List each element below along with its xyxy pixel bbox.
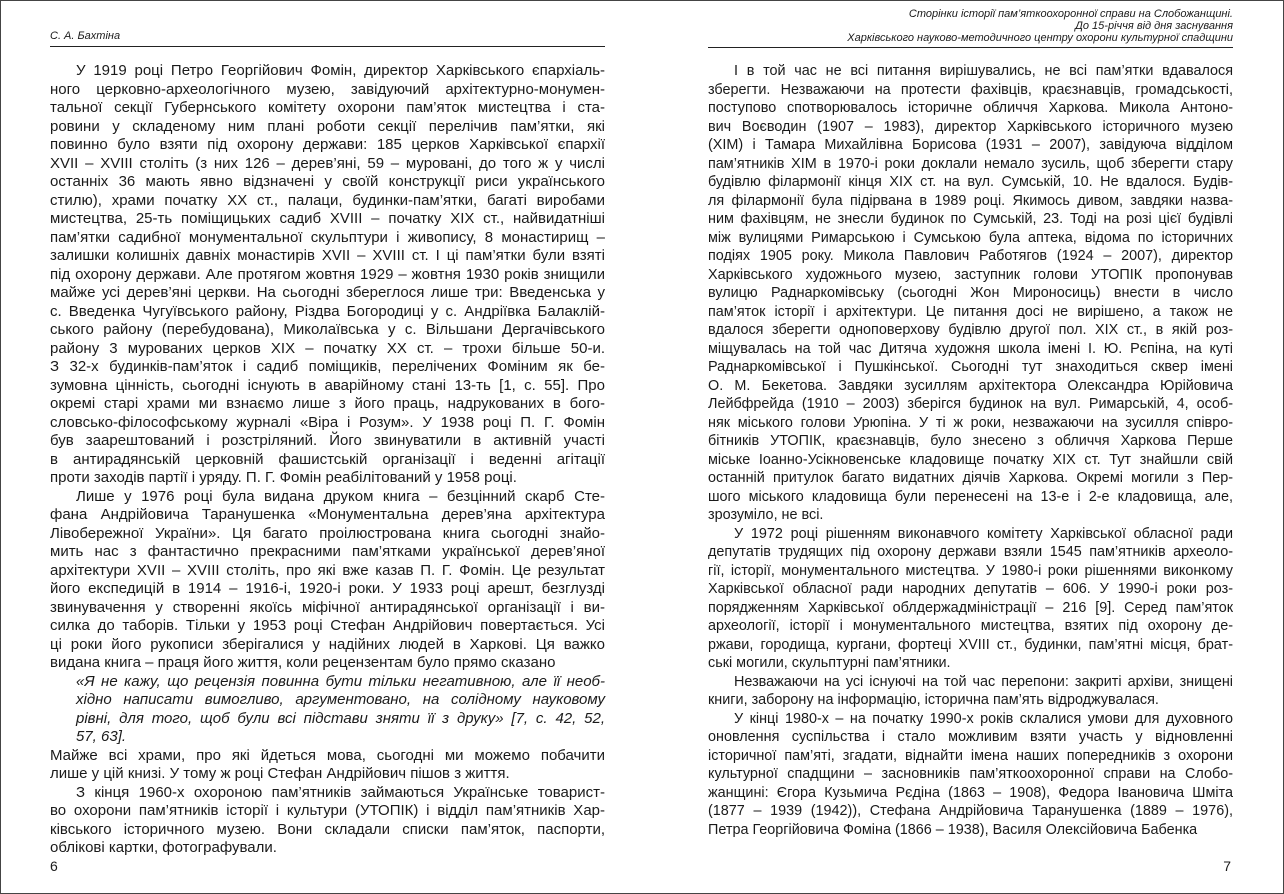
text-line: ківського історичного музею. Вони складали списки пам’яток, паспорти, <box>50 820 605 838</box>
text-line: зберегти. Незважаючи на протести фахівців, краєзнавців, громадськості, <box>708 81 1233 98</box>
paragraph <box>708 525 1233 673</box>
text-line: гії, історії, монументального мистецтва. У 1980-і роки рішеннями виконкому <box>708 562 1233 579</box>
paragraph <box>708 673 1233 710</box>
text-line: Лівобережної України». Ця багато проілюстрована книга сьогодні знайо- <box>50 524 605 542</box>
text-line: облікові картки, фотографували. <box>50 839 277 856</box>
text-line: вулицю Раднаркомівську (сьогодні Жон Мироносиць) внести в число <box>708 285 1233 301</box>
text-line: будівлю філармонії кінця XIX ст. на вул. Сумській, 10. Не вдалося. Будів- <box>708 174 1233 190</box>
text-line: окремі старі храми ми взнаємо лише з його праць, надрукованих в бого- <box>50 395 605 412</box>
text-line: тальної секції Губернського комітету охорони пам’яток мистецтва і ста- <box>50 99 605 116</box>
paragraph <box>708 710 1233 840</box>
text-line: району 3 мурованих церков XIX – початку XX ст. – трохи більше 50-и. <box>50 339 605 357</box>
text-line: його експедицій в 1914 – 1916-і, 1920-і роки. У 1933 році арешт, безглузді <box>50 580 605 597</box>
text-line: с. Введенка Чугуївського району, Різдва Богородиці у с. Андріївка Балаклій- <box>50 302 605 320</box>
text-line: І в той час не всі питання вирішувались, не всі пам’ятки вдавалося <box>734 63 1233 79</box>
text-line: Лише у 1976 році була видана друком книга – безцінний скарб Сте- <box>76 487 605 505</box>
text-line: історичної пам’яті, згадати, віднайти імена наших попередників з охорони <box>708 747 1233 764</box>
text-line: (ХІМ) і Тамара Михайлівна Борисова (1931 – 2007), завідуюча відділом <box>708 137 1233 153</box>
text-line: видана книга – праця його життя, коли рецензентам було прямо сказано <box>50 654 556 671</box>
text-line: депутатів трудящих під охорону держави взяли 1545 пам’ятників археоло- <box>708 544 1233 560</box>
text-line: вич Воєводин (1907 – 1983), директор Харківського історичного музею <box>708 118 1233 135</box>
running-head-line: Сторінки історії пам’яткоохоронної справи на Слобожанщині. <box>908 8 1233 20</box>
text-line: звинувачення у створенні якоїсь міфічної антирадянської організації і ви- <box>50 598 605 616</box>
text-line: ці роки його рукописи зберігалися у надійних людей в Харкові. Ця важко <box>50 635 605 653</box>
text-line: ського району (перебудована), Миколаївська у с. Вільшани Дергачівського <box>50 321 605 338</box>
text-line: останніх 36 мають явно відзначені у своїй конструкції риси українського <box>50 173 605 190</box>
text-line: був заарештований і розстріляний. Його звинуватили в активній участі <box>50 432 605 449</box>
left-page-body <box>50 62 605 858</box>
text-line: подіях 1905 року. Микола Павлович Работягов (1924 – 2007), директор <box>708 248 1233 264</box>
text-line: шого міського кладовища були перенесені на 13-е і 2-е кладовища, але, <box>708 488 1233 505</box>
text-line: останній притулок багато видатних діячів Харкова. Окремі могили з Пер- <box>708 470 1233 486</box>
text-line: зумовна цінність, сьогодні існують в аварійному стані 13-ть [1, с. 55]. Про <box>50 376 605 394</box>
text-line: під охорону держави. Але протягом жовтня 1929 – жовтня 1930 років знищили <box>50 265 605 283</box>
text-line: силка до таборів. Тільки у 1953 році Стефан Андрійович повертається. Усі <box>50 617 605 634</box>
text-line: фана Андрійовича Таранушенка «Монументальна дерев’яна архітектура <box>50 506 605 523</box>
text-line: повинно було взяти під охорону держави: 185 церков Харківської єпархії <box>50 136 605 153</box>
right-page-body <box>708 62 1233 839</box>
text-line: лише у цій книзі. У тому ж році Стефан Андрійович пішов з життя. <box>50 765 510 782</box>
text-line: ним фахівцям, не знесли будинок по Сумській, 23. Тоді на розі цієї будівлі <box>708 211 1233 227</box>
right-page <box>708 0 1233 894</box>
paragraph <box>708 62 1233 525</box>
text-line: ля філармонії була підірвана в 1989 році. Якимось дивом, завдяки назва- <box>708 192 1233 209</box>
block-quote <box>50 673 605 747</box>
paragraph <box>50 784 605 858</box>
text-line: Незважаючи на усі існуючі на той час перепони: закриті архіви, знищені <box>734 673 1233 690</box>
text-line: ські могили, скульптурні пам’ятники. <box>708 655 951 671</box>
text-line: «Я не кажу, що рецензія повинна бути тільки негативною, але її необ- <box>76 672 605 690</box>
paragraph <box>50 488 605 673</box>
text-line: архітектури XVII – XVIII століть, про які вже казав П. Г. Фомін. Це результат <box>50 561 605 579</box>
text-line: Раднаркомівської і Пушкінської. Сьогодні тут знаходиться сквер імені <box>708 359 1233 375</box>
text-line: мистецтва, 25-ть поміщицьких садиб XVIII – початку XIX ст., найвидатніші <box>50 210 605 227</box>
text-line: між вулицями Римарською і Сумською була аптека, відома по історичних <box>708 229 1233 246</box>
running-head-title <box>847 8 1233 44</box>
text-line: Харківського художнього музею, заступник голови УТОПІК пропонував <box>708 266 1233 283</box>
text-line: зрозуміло, не всі. <box>708 507 824 523</box>
text-line: пам’ятки садибної монументальної скульптури і живопису, 8 монастирищ – <box>50 228 605 246</box>
text-line: (1877 – 1939 (1942)), Стефана Андрійовича Таранушенка (1889 – 1976), <box>708 803 1233 819</box>
text-line: культурної спадщини – засновників пам’яткоохоронної справи на Слобо- <box>708 766 1233 782</box>
text-line: ного церковно-археологічного музею, завідуючий архітектурно-монумен- <box>50 80 605 98</box>
text-line: З кінця 1960-х охороною пам’ятників займаються Українське товарист- <box>76 783 605 801</box>
text-line: 57, 63]. <box>76 728 127 745</box>
text-line: ржави, городища, кургани, фортеці XVIII ст., будинки, пам’ятні місця, брат- <box>708 636 1233 653</box>
text-line: З 32-х будинків-пам’яток і садиб поміщиків, перелічених Фоміним як бе- <box>50 358 605 375</box>
text-line: няк міського голови Урюпіна. У ті ж роки, незважаючи на зусилля співро- <box>708 414 1233 431</box>
text-line: міське Іоанно-Усікновенське кладовище початку XIX ст. Тут знайшли свій <box>708 451 1233 468</box>
page-number: 6 <box>50 858 58 874</box>
text-line: книги, заборону на інформацію, історична пам’ять відроджувалася. <box>708 692 1159 708</box>
text-line: хідно написати вимогливо, аргументовано, на солідному науковому <box>76 691 605 708</box>
text-line: пам’яток історії і архітектури. Це питання досі не вирішено, а також не <box>708 303 1233 320</box>
text-line: в антирадянській церковній фашистській організації і веденні агітації <box>50 450 605 468</box>
text-line: XVII – XVIII століть (з них 126 – дерев’яні, 59 – муровані, до того ж у числі <box>50 154 605 172</box>
paragraph <box>50 62 605 488</box>
text-line: залишки колишніх давніх монастирів XVII – XVIII ст. І ці пам’ятки були взяті <box>50 247 605 264</box>
text-line: во охорони пам’ятників історії і культури (УТОПІК) і відділ пам’ятників Хар- <box>50 802 605 819</box>
text-line: мить нас з фантастично прекрасними пам’ятками української дерев’яної <box>50 543 605 560</box>
text-line: Майже всі храми, про які йдеться мова, сьогодні ми можемо побачити <box>50 746 605 764</box>
text-line: У 1919 році Петро Георгійович Фомін, директор Харківського єпархіаль- <box>76 62 605 79</box>
text-line: Лейбфрейда (1910 – 2003) зберігся будинок на вул. Римарській, 4, особ- <box>708 396 1233 412</box>
header-rule <box>708 47 1233 48</box>
text-line: словсько-філософському журналі «Віра і Розум». У 1938 році П. Г. Фомін <box>50 413 605 431</box>
text-line: бітників УТОПІК, краєзнавців, було знесено з обличчя Харкова Перше <box>708 433 1233 449</box>
text-line: пам’ятників ХІМ в 1970-і роки доклали немало зусиль, щоб зберегти стару <box>708 155 1233 172</box>
text-line: стилю), храми початку XX ст., палаци, будинки-пам’ятки, багаті виробами <box>50 191 605 209</box>
text-line: ровини у складеному ним плані роботи секції перелічив пам’ятки, які <box>50 117 605 135</box>
text-line: У 1972 році рішенням виконавчого комітету Харківської обласної ради <box>734 525 1233 542</box>
paragraph <box>50 747 605 784</box>
running-head-line: До 15-річчя від дня заснування <box>1075 20 1233 32</box>
text-line: жанщині: Єгора Кузьмича Рєдіна (1863 – 1908), Федора Івановича Шміта <box>708 784 1233 801</box>
text-line: оновлення суспільства і стало можливим взяти участь у відновленні <box>708 729 1233 745</box>
text-line: міщувалась на той час Дитяча художня школа імені І. Ю. Рєпіна, на куті <box>708 340 1233 357</box>
text-line: майже усі дерев’яні церкви. На сьогодні збереглося лише три: Введенська у <box>50 284 605 301</box>
header-rule <box>50 46 605 47</box>
text-line: У кінці 1980-х – на початку 1990-х років склалися умови для духовного <box>734 710 1233 727</box>
running-head-line: Харківського науково-методичного центру охорони культурної спадщини <box>847 32 1233 44</box>
text-line: вдалося зберегти одноповерхову будівлю другої пол. XIX ст., в якій роз- <box>708 322 1233 338</box>
left-page <box>50 0 605 894</box>
running-head-author: С. А. Бахтіна <box>50 30 121 42</box>
text-line: археології, історії і монументального мистецтва, взятих під охорону де- <box>708 618 1233 634</box>
text-line: рівні, для того, щоб були всі підстави зняти її з друку» [7, с. 42, 52, <box>76 709 605 727</box>
text-line: поступово спотворювалось історичне обличчя Харкова. Микола Антоно- <box>708 100 1233 116</box>
text-line: порядженням Харківської облдержадміністрації – 216 [9]. Серед пам’яток <box>708 599 1233 616</box>
text-line: Петра Георгійовича Фоміна (1866 – 1938), Василя Олексійовича Бабенка <box>708 821 1198 838</box>
text-line: Харківської обласної ради народних депутатів – 606. У 1990-і роки роз- <box>708 581 1233 597</box>
text-line: О. М. Бекетова. Завдяки зусиллям архітектора Олександра Юрійовича <box>708 377 1233 394</box>
text-line: проти заходів партії і уряду. П. Г. Фомін реабілітований у 1958 році. <box>50 469 517 486</box>
page-number: 7 <box>1223 858 1231 874</box>
